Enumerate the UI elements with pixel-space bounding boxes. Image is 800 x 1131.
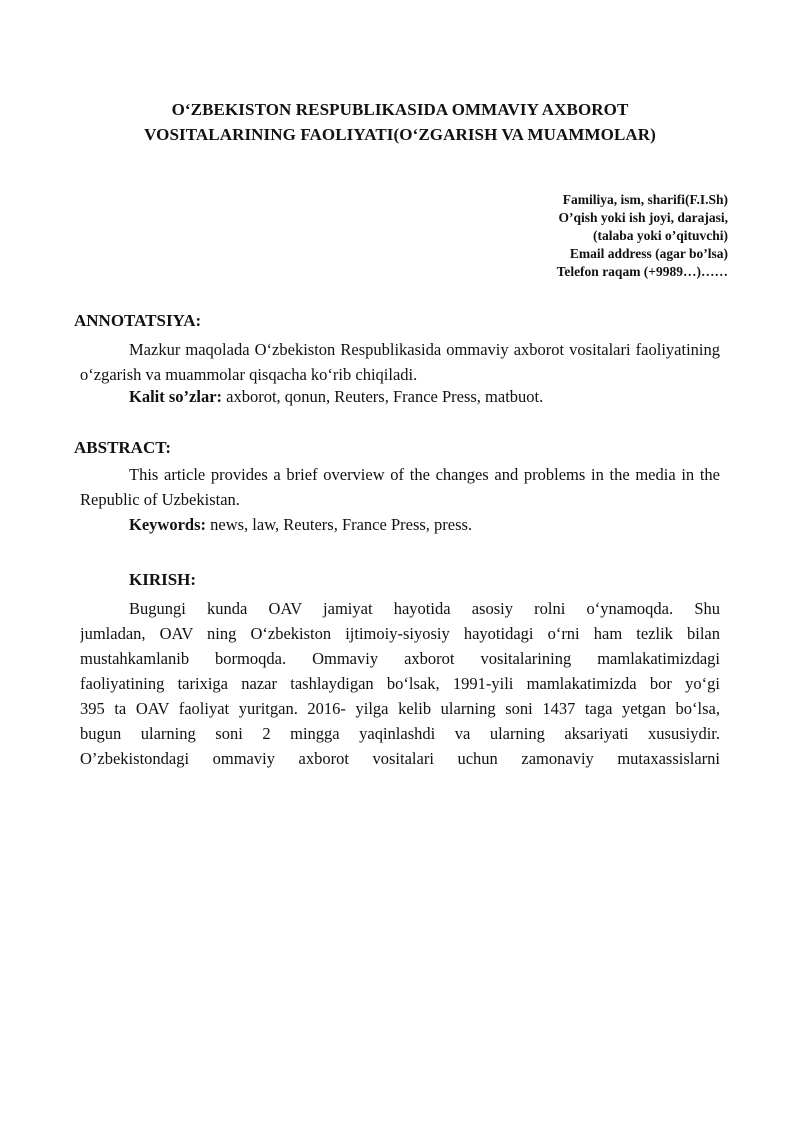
author-status-line: (talaba yoki o’qituvchi) bbox=[592, 228, 728, 243]
intro-line: faoliyatining tarixiga nazar tashlaydigan bo‘lsak, 1991-yili mamlakatimizda bor yo‘gi bbox=[80, 674, 720, 693]
annotation-keywords-value: axborot, qonun, Reuters, France Press, matbuot. bbox=[222, 387, 544, 406]
article-title bbox=[80, 97, 720, 147]
intro-line: Bugungi kunda OAV jamiyat hayotida asosiy rolni o‘ynamoqda. Shu bbox=[129, 599, 720, 618]
author-info-block bbox=[557, 191, 728, 281]
abstract-keywords-value: news, law, Reuters, France Press, press. bbox=[206, 515, 473, 534]
abstract-heading: ABSTRACT: bbox=[74, 438, 171, 457]
annotation-heading: ANNOTATSIYA: bbox=[74, 311, 202, 330]
intro-heading: KIRISH: bbox=[129, 570, 197, 589]
annotation-keywords bbox=[129, 384, 543, 409]
abstract-text: This article provides a brief overview of the changes and problems in the media in the Republic of Uzbekistan. bbox=[80, 465, 720, 509]
annotation-text: Mazkur maqolada O‘zbekiston Respublikasida ommaviy axborot vositalari faoliyatining o‘zgarish va muammolar qisqacha ko‘rib chiqiladi. bbox=[80, 340, 720, 384]
intro-line: O’zbekistondagi ommaviy axborot vositalari uchun zamonaviy mutaxassislarni bbox=[80, 749, 720, 768]
abstract-keywords-label: Keywords: bbox=[129, 515, 206, 534]
abstract-keywords bbox=[129, 512, 472, 537]
article-title-line-1: O‘ZBEKISTON RESPUBLIKASIDA OMMAVIY AXBOROT bbox=[171, 100, 629, 119]
intro-line: jumladan, OAV ning O‘zbekiston ijtimoiy-siyosiy hayotidagi o‘rni ham tezlik bilan bbox=[80, 624, 720, 643]
author-name-line: Familiya, ism, sharifi(F.I.Sh) bbox=[562, 192, 728, 207]
author-email-line: Email address (agar bo’lsa) bbox=[569, 246, 728, 261]
intro-line: bugun ularning soni 2 mingga yaqinlashdi va ularning aksariyati xususiydir. bbox=[80, 724, 720, 743]
author-phone-line: Telefon raqam (+9989…)…… bbox=[556, 264, 728, 279]
intro-line: 395 ta OAV faoliyat yuritgan. 2016- yilga kelib ularning soni 1437 taga yetgan bo‘lsa, bbox=[80, 699, 720, 718]
author-workplace-line: O’qish yoki ish joyi, darajasi, bbox=[558, 210, 728, 225]
annotation-keywords-label: Kalit so’zlar: bbox=[129, 387, 223, 406]
intro-line: mustahkamlanib bormoqda. Ommaviy axborot vositalarining mamlakatimizdagi bbox=[80, 649, 720, 668]
intro-paragraph bbox=[80, 596, 720, 771]
article-title-line-2: VOSITALARINING FAOLIYATI(O‘ZGARISH VA MUAMMOLAR) bbox=[144, 125, 656, 144]
